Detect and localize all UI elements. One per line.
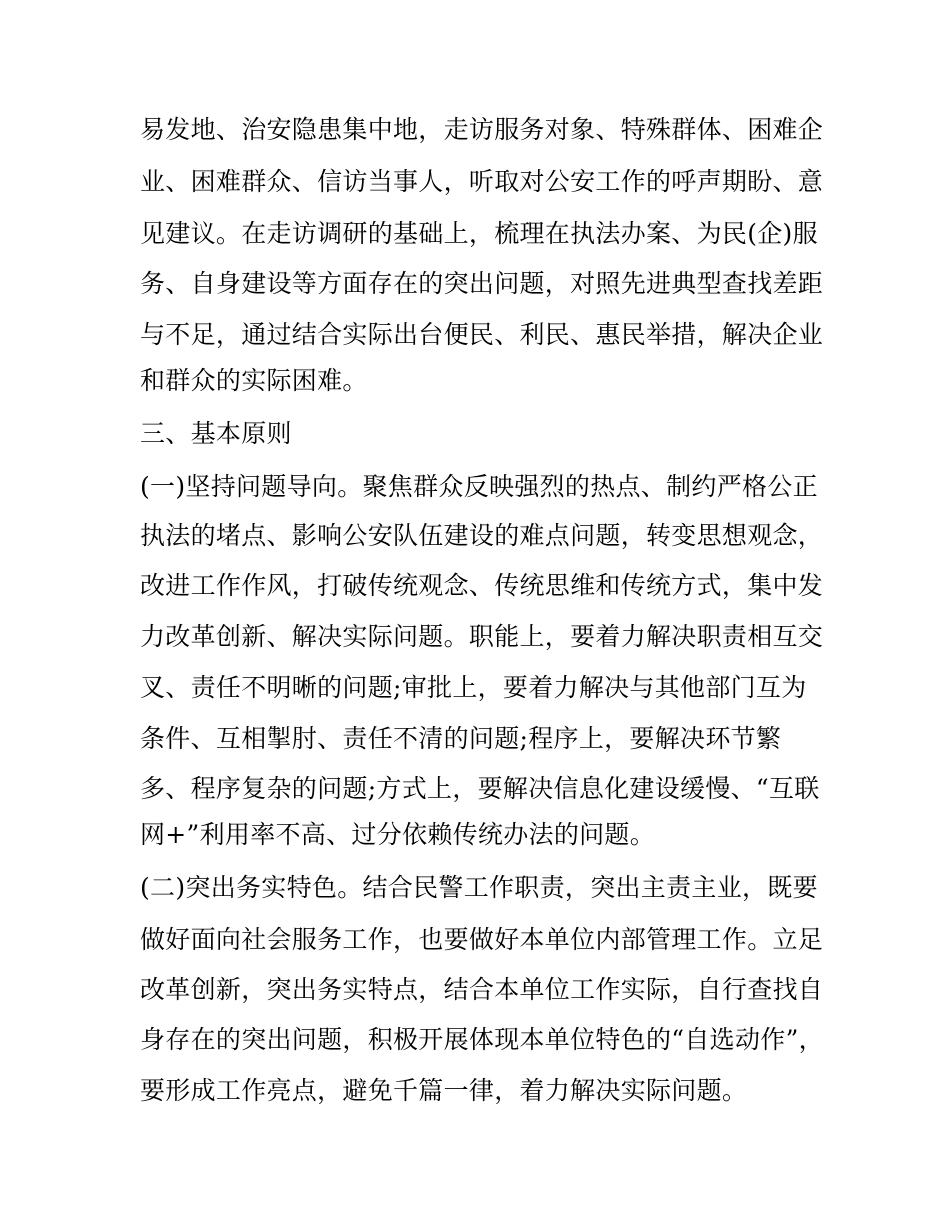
text-line: 和群众的实际困难。 [140,366,368,395]
text-line: 见建议。在走访调研的基础上，梳理在执法办案、为民(企)服 [140,219,818,248]
text-line: 做好面向社会服务工作，也要做好本单位内部管理工作。立足 [140,925,824,954]
text-line: 改革创新，突出务实特点，结合本单位工作实际，自行查找自 [140,975,824,1004]
section-heading: 三、基本原则 [140,419,292,448]
text-line: 易发地、治安隐患集中地，走访服务对象、特殊群体、困难企 [140,115,824,144]
text-line: 网+”利用率不高、过分依赖传统办法的问题。 [140,820,656,849]
text-line: 与不足，通过结合实际出台便民、利民、惠民举措，解决企业 [140,320,824,349]
text-line: (二)突出务实特色。结合民警工作职责，突出主责主业，既要 [140,873,818,902]
text-line: 改进工作作风，打破传统观念、传统思维和传统方式，集中发 [140,571,824,600]
text-line: (一)坚持问题导向。聚焦群众反映强烈的热点、制约严格公正 [140,472,818,501]
text-line: 务、自身建设等方面存在的突出问题，对照先进典型查找差距 [140,269,824,298]
text-line: 力改革创新、解决实际问题。职能上，要着力解决职责相互交 [140,622,824,651]
text-line: 要形成工作亮点，避免千篇一律，着力解决实际问题。 [140,1076,748,1105]
text-line: 业、困难群众、信访当事人，听取对公安工作的呼声期盼、意 [140,167,824,196]
text-line: 条件、互相掣肘、责任不清的问题;程序上，要解决环节繁 [140,724,782,753]
text-line: 叉、责任不明晰的问题;审批上，要着力解决与其他部门互为 [140,673,807,702]
text-line: 执法的堵点、影响公安队伍建设的难点问题，转变思想观念， [140,521,824,550]
text-line: 多、程序复杂的问题;方式上，要解决信息化建设缓慢、“互联 [140,774,820,803]
text-line: 身存在的突出问题，积极开展体现本单位特色的“自选动作”， [140,1025,824,1054]
